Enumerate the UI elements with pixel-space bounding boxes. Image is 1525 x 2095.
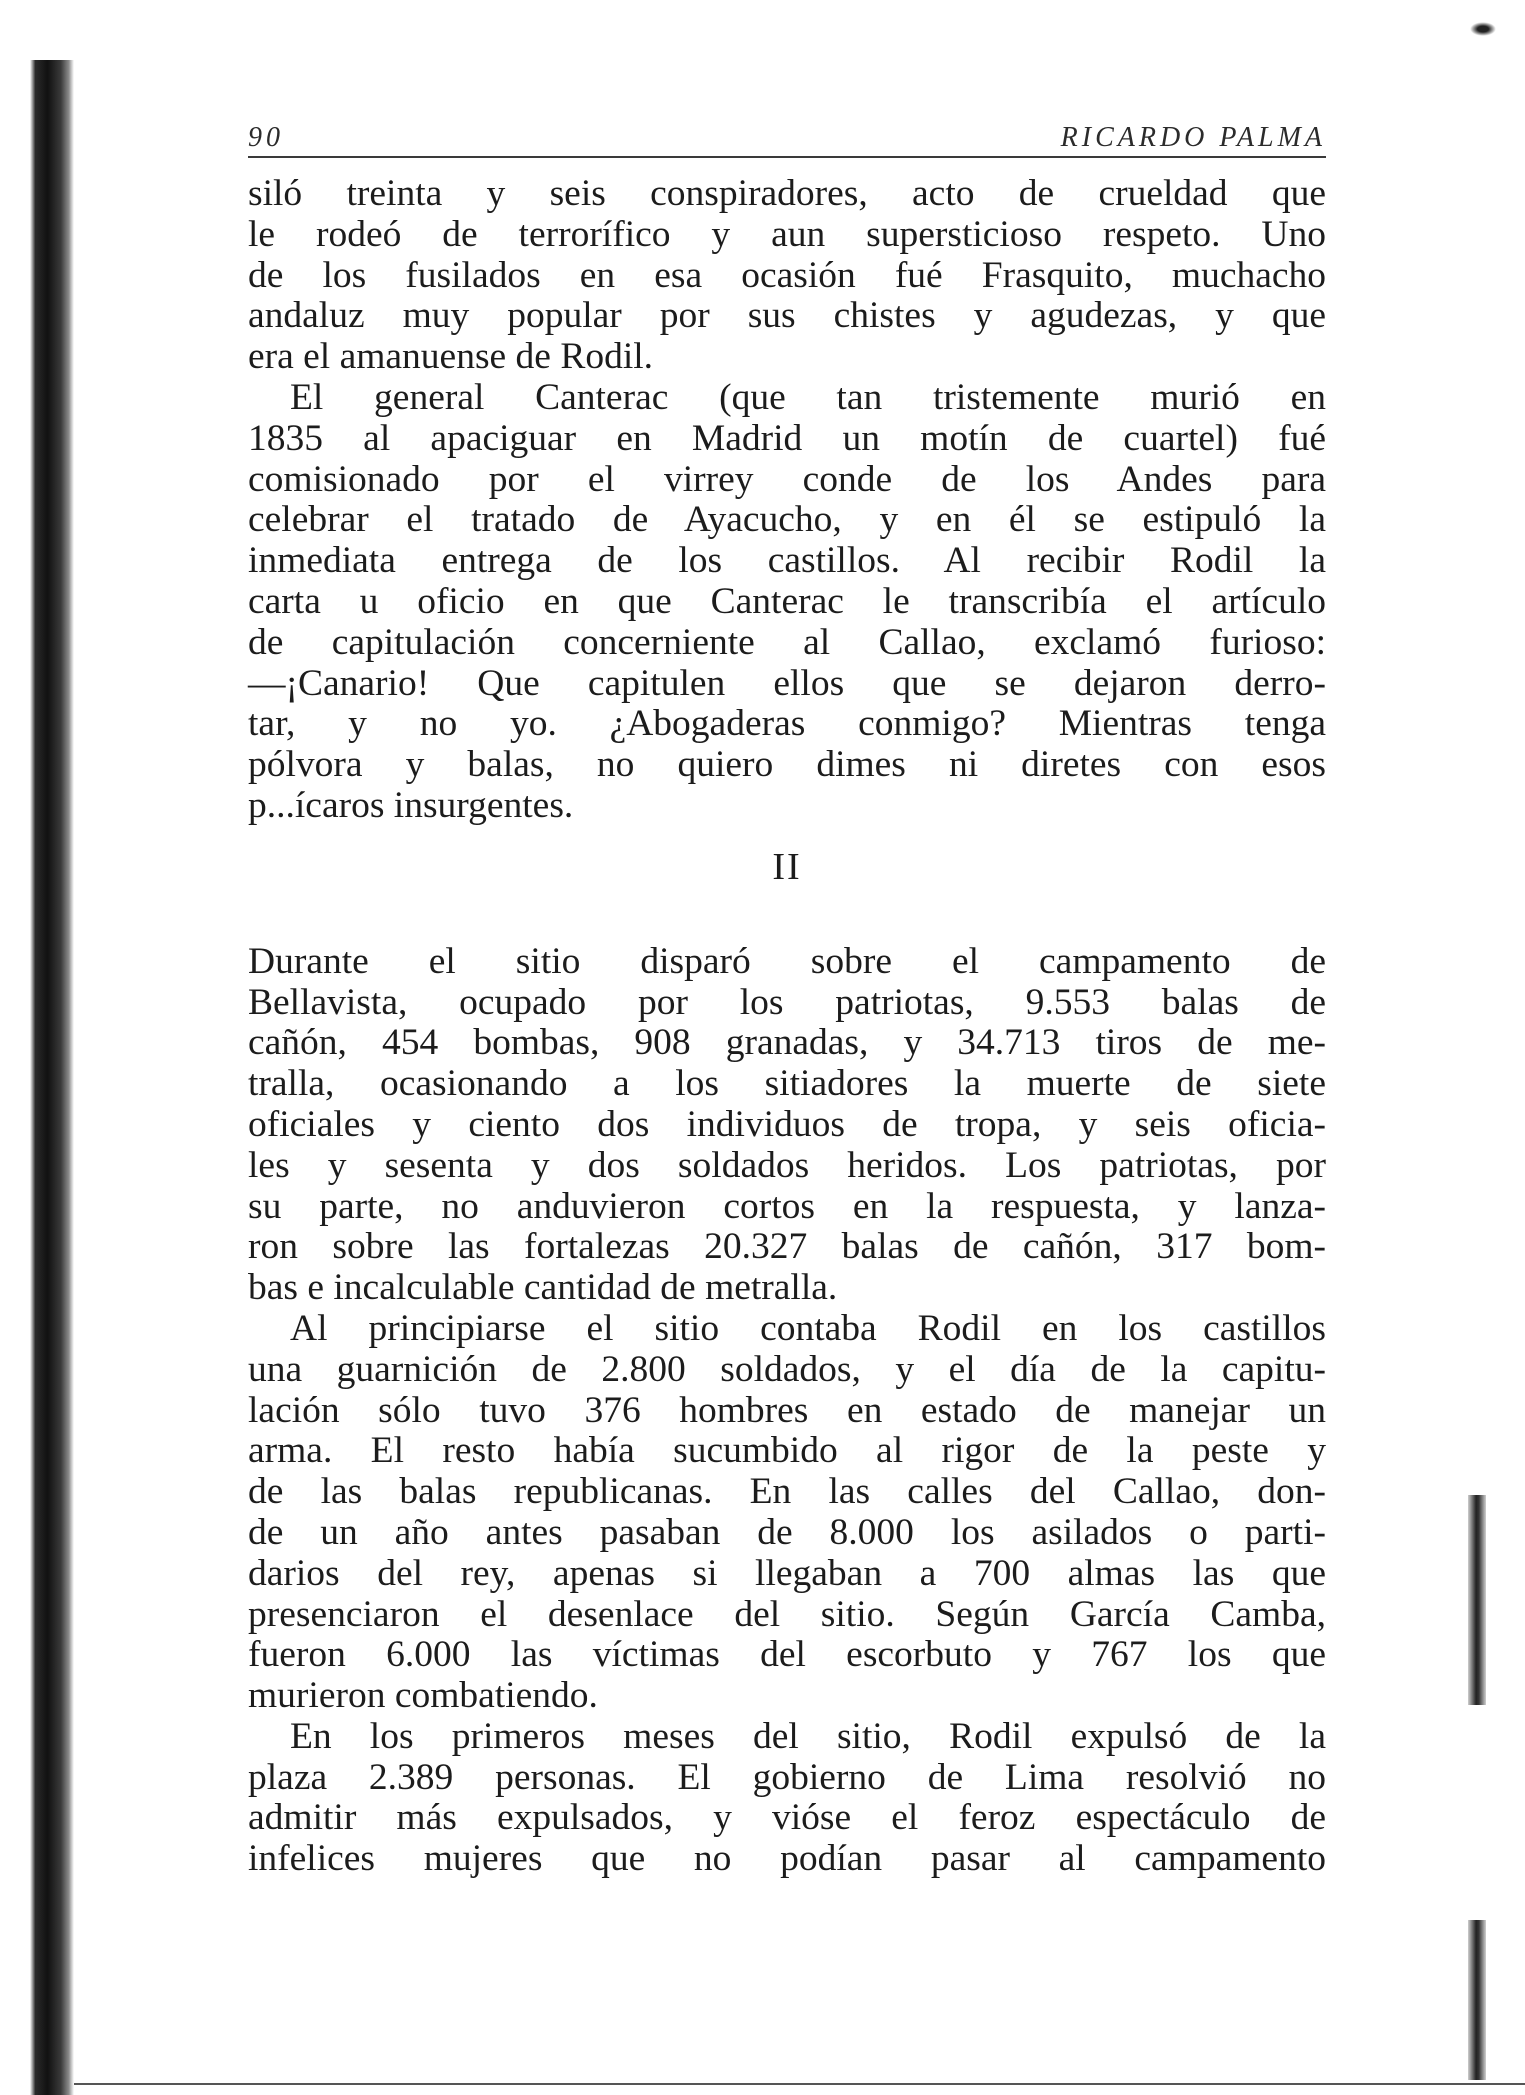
text-line: presenciaron el desenlace del sitio. Según García Camba, — [248, 1593, 1326, 1635]
scan-corner-mark — [1470, 22, 1496, 36]
text-line: admitir más expulsados, y vióse el feroz espectáculo de — [248, 1797, 1326, 1839]
text-line: —¡Canario! Que capitulen ellos que se dejaron derro- — [248, 662, 1326, 704]
text-line: de un año antes pasaban de 8.000 los asilados o parti- — [248, 1511, 1326, 1553]
text-line: tar, y no yo. ¿Abogaderas conmigo? Mientras tenga — [248, 703, 1326, 745]
section-heading: II — [772, 845, 802, 888]
text-line: lación sólo tuvo 376 hombres en estado de manejar un — [248, 1389, 1326, 1431]
paragraph — [248, 378, 1326, 827]
text-line: ron sobre las fortalezas 20.327 balas de cañón, 317 bom- — [248, 1226, 1326, 1268]
scan-edge-left — [30, 60, 74, 2095]
text-line: plaza 2.389 personas. El gobierno de Lima resolvió no — [248, 1756, 1326, 1798]
text-line: En los primeros meses del sitio, Rodil expulsó de la — [290, 1715, 1326, 1757]
text-line: arma. El resto había sucumbido al rigor de la peste y — [248, 1430, 1326, 1472]
paragraph — [248, 1309, 1326, 1717]
text-line: Al principiarse el sitio contaba Rodil en los castillos — [290, 1307, 1326, 1349]
text-line: Durante el sitio disparó sobre el campamento de — [248, 940, 1326, 982]
paragraph — [248, 942, 1326, 1309]
text-line: su parte, no anduvieron cortos en la respuesta, y lanza- — [248, 1185, 1326, 1227]
text-line: tralla, ocasionando a los sitiadores la muerte de siete — [248, 1063, 1326, 1105]
book-page — [248, 118, 1326, 1880]
section-one — [248, 174, 1326, 827]
text-line: inmediata entrega de los castillos. Al recibir Rodil la — [248, 540, 1326, 582]
section-two — [248, 942, 1326, 1880]
text-line: oficiales y ciento dos individuos de tropa, y seis oficia- — [248, 1103, 1326, 1145]
text-line: 1835 al apaciguar en Madrid un motín de cuartel) fué — [248, 417, 1326, 459]
running-head — [248, 118, 1326, 158]
scan-edge-bottom — [74, 2083, 1525, 2085]
text-line: andaluz muy popular por sus chistes y agudezas, y que — [248, 295, 1326, 337]
text-line: p...ícaros insurgentes. — [248, 784, 574, 826]
text-line: darios del rey, apenas si llegaban a 700 almas las que — [248, 1552, 1326, 1594]
text-line: era el amanuense de Rodil. — [248, 336, 654, 378]
text-line: infelices mujeres que no podían pasar al campamento — [248, 1838, 1326, 1880]
text-line: les y sesenta y dos soldados heridos. Los patriotas, por — [248, 1144, 1326, 1186]
page-number: 90 — [248, 122, 284, 153]
text-line: Bellavista, ocupado por los patriotas, 9.553 balas de — [248, 981, 1326, 1023]
text-line: siló treinta y seis conspiradores, acto de crueldad que — [248, 173, 1326, 214]
text-line: de los fusilados en esa ocasión fué Frasquito, muchacho — [248, 254, 1326, 296]
scan-mark-right-upper — [1468, 1495, 1486, 1705]
text-line: carta u oficio en que Canterac le transcribía el artículo — [248, 580, 1326, 622]
text-line: murieron combatiendo. — [248, 1675, 598, 1717]
text-line: cañón, 454 bombas, 908 granadas, y 34.713 tiros de me- — [248, 1022, 1326, 1064]
text-line: bas e incalculable cantidad de metralla. — [248, 1267, 838, 1309]
text-line: una guarnición de 2.800 soldados, y el día de la capitu- — [248, 1348, 1326, 1390]
paragraph — [248, 174, 1326, 378]
paragraph — [248, 1717, 1326, 1880]
author-name: RICARDO PALMA — [1060, 122, 1326, 153]
body-text — [248, 174, 1326, 1880]
text-line: pólvora y balas, no quiero dimes ni diretes con esos — [248, 744, 1326, 786]
scan-mark-right-lower — [1468, 1920, 1486, 2080]
text-line: comisionado por el virrey conde de los Andes para — [248, 458, 1326, 500]
text-line: de capitulación concerniente al Callao, exclamó furioso: — [248, 621, 1326, 663]
text-line: fueron 6.000 las víctimas del escorbuto y 767 los que — [248, 1634, 1326, 1676]
text-line: de las balas republicanas. En las calles del Callao, don- — [248, 1471, 1326, 1513]
text-line: celebrar el tratado de Ayacucho, y en él se estipuló la — [248, 499, 1326, 541]
text-line: El general Canterac (que tan tristemente murió en — [290, 376, 1326, 418]
text-line: le rodeó de terrorífico y aun supersticioso respeto. Uno — [248, 213, 1326, 255]
